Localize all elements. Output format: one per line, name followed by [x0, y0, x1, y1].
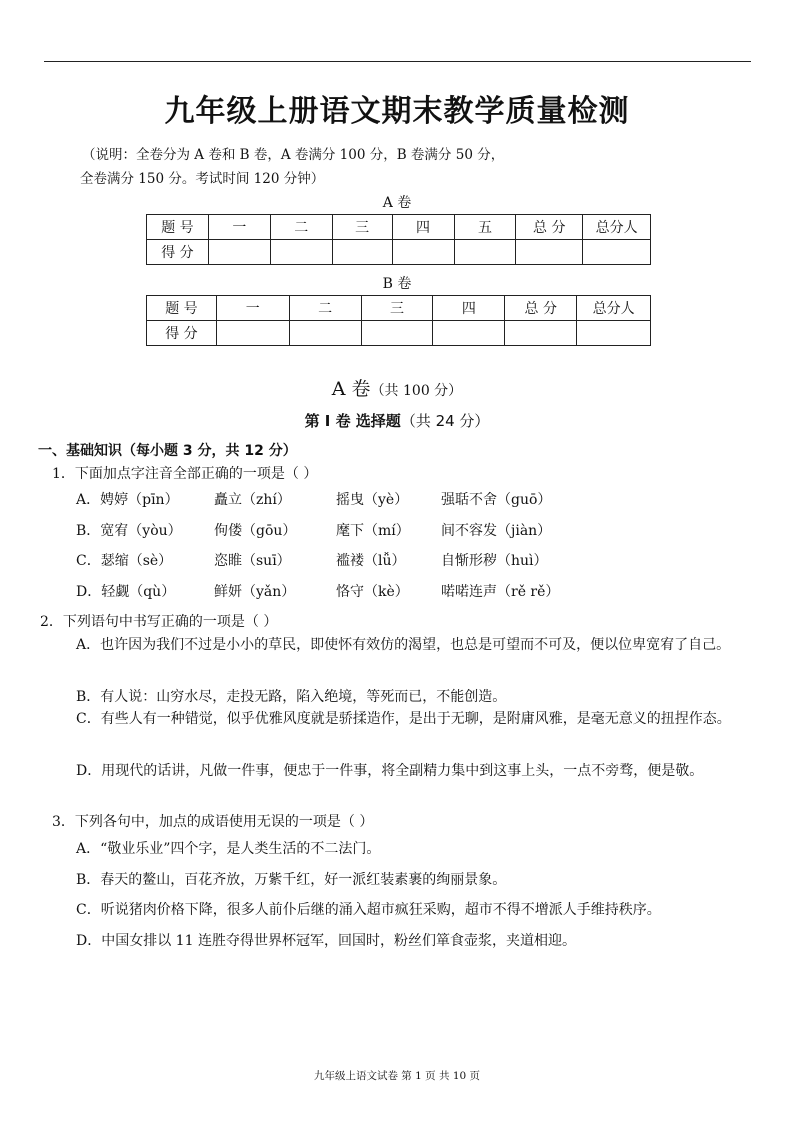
q1-option-a-1: A．娉婷（pīn）	[76, 492, 179, 508]
q1-option-b-4: 间不容发（jiàn）	[441, 523, 552, 539]
score-cell[interactable]	[208, 240, 270, 265]
section-a-title: A 卷	[331, 378, 371, 400]
section-i-heading	[0, 410, 794, 431]
top-rule	[44, 61, 751, 62]
q1-option-b-1: B．宽宥（yòu）	[76, 523, 182, 539]
table-b-header: 总 分	[505, 296, 577, 321]
score-cell[interactable]	[216, 321, 289, 346]
table-b-row-label: 得 分	[147, 321, 217, 346]
q1-option-d-2: 鲜妍（yǎn）	[214, 584, 296, 600]
score-cell[interactable]	[583, 240, 651, 265]
table-b-header: 三	[361, 296, 433, 321]
q3-stem: 3．下列各句中，加点的成语使用无误的一项是（ ）	[52, 814, 374, 830]
table-b-header: 总分人	[577, 296, 651, 321]
q2-option-a: A．也许因为我们不过是小小的草民，即使怀有效仿的渴望，也总是可望而不可及，便以位卑宽宥了自己。	[76, 637, 731, 653]
score-cell[interactable]	[433, 321, 505, 346]
score-cell[interactable]	[454, 240, 516, 265]
table-a-caption: A 卷	[382, 195, 412, 211]
score-cell[interactable]	[392, 240, 454, 265]
score-cell[interactable]	[577, 321, 651, 346]
section-a-heading	[0, 374, 794, 401]
q3-option-a: A．“敬业乐业”四个字，是人类生活的不二法门。	[76, 841, 381, 857]
q3-option-b: B．春天的鳌山，百花齐放，万紫千红，好一派红装素裹的绚丽景象。	[76, 872, 507, 888]
exam-note-line2: 全卷满分 150 分。考试时间 120 分钟）	[80, 171, 325, 187]
table-a-header: 五	[454, 215, 516, 240]
score-cell[interactable]	[361, 321, 433, 346]
q3-option-c: C．听说猪肉价格下降，很多人前仆后继的涌入超市疯狂采购，超市不得不增派人手维持秩序。	[76, 902, 661, 918]
q1-option-c-4: 自惭形秽（huì）	[441, 553, 548, 569]
q1-option-a-4: 强聒不舍（guō）	[441, 492, 552, 508]
table-a-header: 三	[332, 215, 392, 240]
table-a-header: 总分人	[583, 215, 651, 240]
score-cell[interactable]	[289, 321, 361, 346]
section-i-points: （共 24 分）	[400, 412, 490, 430]
q1-option-d-3: 恪守（kè）	[336, 584, 409, 600]
q3-option-d: D．中国女排以 11 连胜夺得世界杯冠军，回国时，粉丝们箪食壶浆，夹道相迎。	[76, 933, 576, 949]
score-cell[interactable]	[505, 321, 577, 346]
score-cell[interactable]	[270, 240, 332, 265]
score-cell[interactable]	[332, 240, 392, 265]
table-a-header: 题 号	[147, 215, 209, 240]
q1-option-d-4: 喏喏连声（rě rě）	[441, 584, 560, 600]
table-a-header: 二	[270, 215, 332, 240]
table-b-header: 一	[216, 296, 289, 321]
table-b-header: 题 号	[147, 296, 217, 321]
q1-option-b-3: 麾下（mí）	[336, 523, 410, 539]
page-title: 九年级上册语文期末教学质量检测	[164, 94, 630, 129]
page-footer: 九年级上语文试卷 第 1 页 共 10 页	[313, 1070, 481, 1082]
table-a-header: 总 分	[516, 215, 583, 240]
q1-option-c-2: 恣睢（suī）	[214, 553, 291, 569]
part1-heading: 一、基础知识（每小题 3 分，共 12 分）	[38, 443, 297, 459]
table-a-header: 一	[208, 215, 270, 240]
exam-note-line1: （说明：全卷分为 A 卷和 B 卷，A 卷满分 100 分，B 卷满分 50 分，	[82, 147, 505, 163]
table-a-row-label: 得 分	[147, 240, 209, 265]
table-a-header: 四	[392, 215, 454, 240]
table-b-header: 四	[433, 296, 505, 321]
q1-option-c-1: C．瑟缩（sè）	[76, 553, 173, 569]
score-cell[interactable]	[516, 240, 583, 265]
section-i-title: 第 I 卷 选择题	[304, 412, 401, 430]
table-b-header: 二	[289, 296, 361, 321]
q2-option-b: B．有人说：山穷水尽，走投无路，陷入绝境，等死而已，不能创造。	[76, 689, 507, 705]
q1-option-a-3: 摇曳（yè）	[336, 492, 409, 508]
q1-option-a-2: 矗立（zhí）	[214, 492, 291, 508]
score-table-b	[146, 295, 651, 346]
table-b-caption: B 卷	[382, 276, 412, 292]
q1-stem: 1．下面加点字注音全部正确的一项是（ ）	[52, 466, 318, 482]
q2-option-d: D．用现代的话讲，凡做一件事，便忠于一件事，将全副精力集中到这事上头，一点不旁骛，便是敬。	[76, 763, 704, 779]
q1-option-b-2: 佝偻（gōu）	[214, 523, 297, 539]
section-a-points: （共 100 分）	[370, 383, 463, 399]
score-table-a	[146, 214, 651, 265]
q1-option-d-1: D．轻觑（qù）	[76, 584, 176, 600]
q2-option-c: C．有些人有一种错觉，似乎优雅风度就是骄揉造作，是出于无聊，是附庸风雅，是毫无意义的扭捏作态。	[76, 711, 731, 727]
q2-stem: 2．下列语句中书写正确的一项是（ ）	[40, 614, 278, 630]
q1-option-c-3: 褴褛（lǚ）	[336, 553, 406, 569]
